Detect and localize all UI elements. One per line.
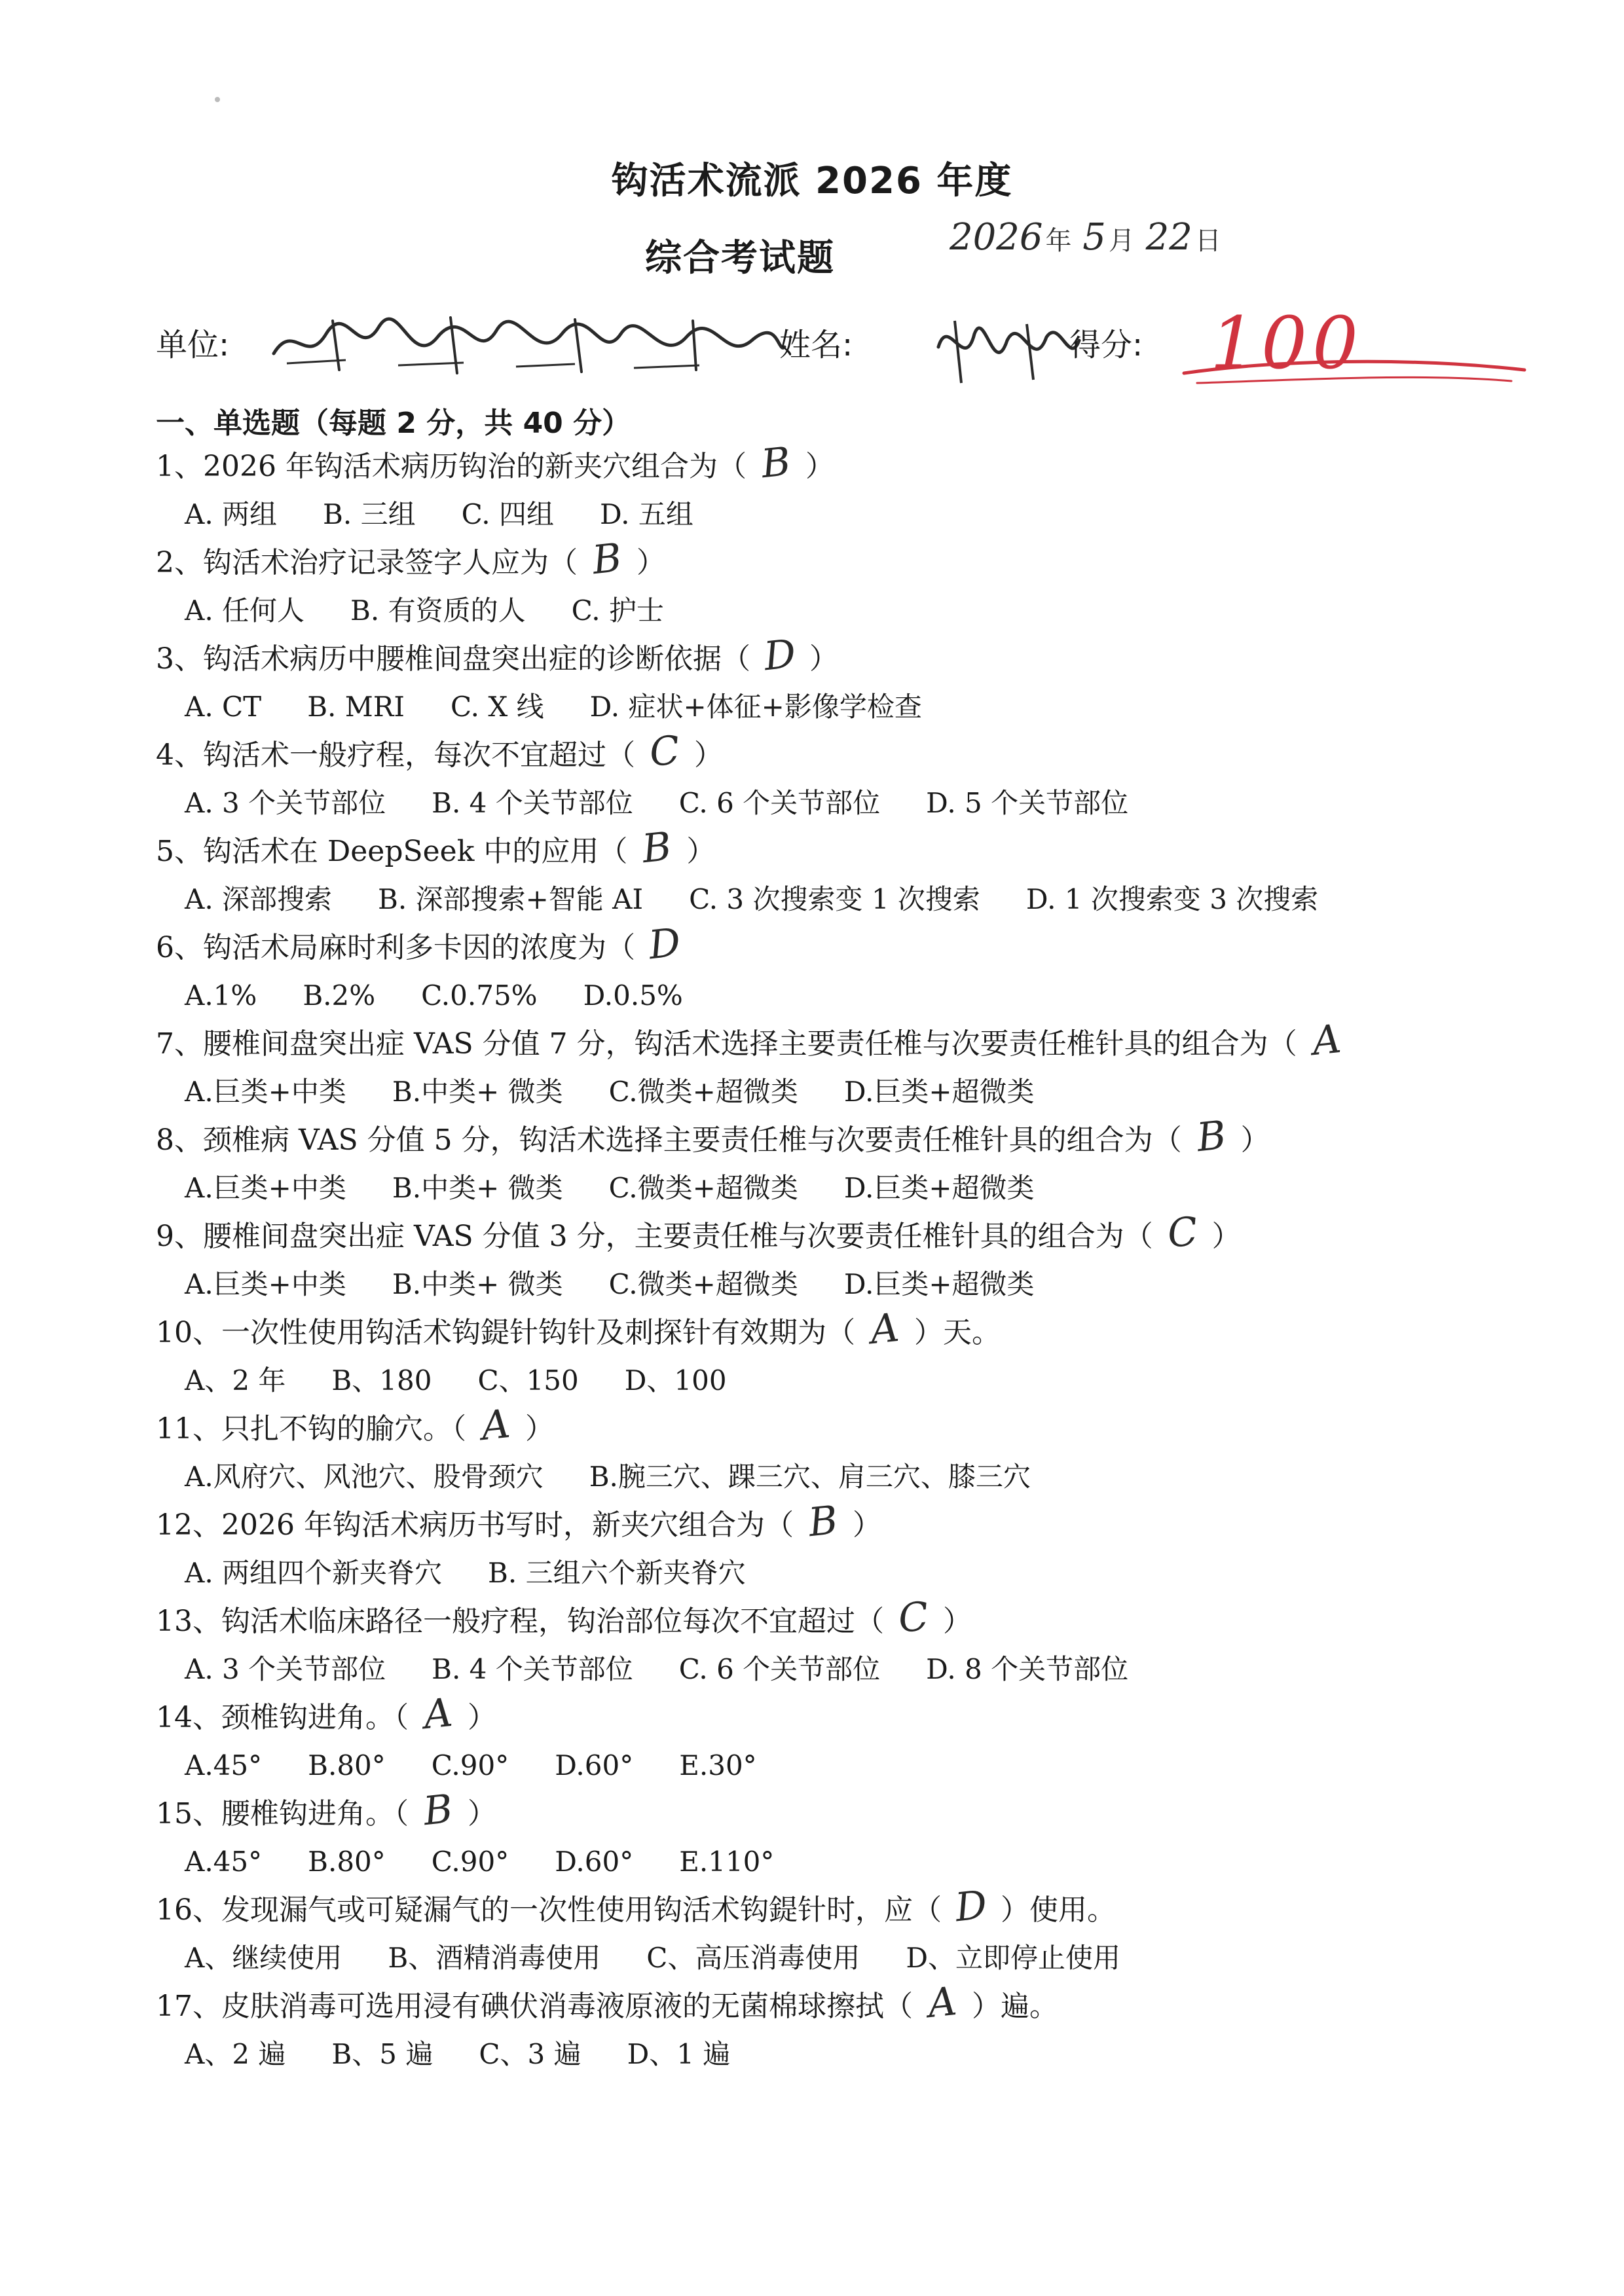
option-item: A、2 遍 xyxy=(185,2038,286,2070)
option-item: D. 5 个关节部位 xyxy=(926,787,1129,819)
option-item: C. 6 个关节部位 xyxy=(678,787,881,819)
question-item xyxy=(156,1785,1498,1890)
option-list xyxy=(185,1169,1080,1208)
speck xyxy=(215,97,220,102)
question-list xyxy=(156,438,1498,2083)
question-item xyxy=(156,919,1498,1024)
option-item: C.微类+超微类 xyxy=(608,1076,798,1108)
question-text-end: ） xyxy=(805,450,834,483)
option-item: E.30° xyxy=(679,1749,757,1781)
question-stem xyxy=(156,1882,1116,1931)
handwritten-answer: A xyxy=(1310,1015,1343,1065)
option-item: A、继续使用 xyxy=(185,1942,342,1974)
score-value: 100 xyxy=(1210,301,1363,385)
option-item: A. CT xyxy=(185,691,262,723)
question-text-end: ）遍。 xyxy=(972,1990,1058,2023)
option-item: C.90° xyxy=(431,1846,509,1878)
option-item: D.巨类+超微类 xyxy=(843,1268,1035,1300)
question-item xyxy=(156,727,1498,831)
exam-subtitle: 综合考试题 xyxy=(645,237,835,280)
option-list xyxy=(185,495,739,534)
handwritten-answer: B xyxy=(590,534,624,584)
question-item xyxy=(156,1400,1498,1505)
question-item xyxy=(156,823,1498,928)
unit-handwriting xyxy=(267,308,791,380)
question-stem xyxy=(156,534,665,584)
question-item xyxy=(156,1112,1498,1216)
option-item: B.腕三穴、踝三穴、肩三穴、膝三穴 xyxy=(589,1461,1031,1493)
handwritten-answer: A xyxy=(479,1400,513,1450)
question-text-end: ） xyxy=(686,835,716,868)
option-item: A. 任何人 xyxy=(185,594,305,627)
handwritten-date xyxy=(950,216,1224,259)
option-item: C. 3 次搜索变 1 次搜索 xyxy=(689,883,980,915)
option-item: B.中类+ 微类 xyxy=(392,1268,563,1300)
question-text: 10、一次性使用钩活术钩鍉针钩针及刺探针有效期为（ xyxy=(156,1316,855,1349)
question-text: 1、2026 年钩活术病历钩治的新夹穴组合为（ xyxy=(156,450,747,483)
question-stem xyxy=(156,1978,1058,2028)
question-text: 13、钩活术临床路径一般疗程，钩治部位每次不宜超过（ xyxy=(156,1605,884,1638)
option-item: B. 三组六个新夹脊穴 xyxy=(488,1557,746,1589)
question-text-end: ）天。 xyxy=(914,1316,1001,1349)
question-item xyxy=(156,438,1498,543)
option-item: B.中类+ 微类 xyxy=(392,1172,563,1204)
question-item xyxy=(156,630,1498,735)
option-item: A.巨类+中类 xyxy=(185,1172,346,1204)
question-stem xyxy=(156,1400,554,1450)
unit-label: 单位: xyxy=(156,327,230,363)
question-text: 11、只扎不钩的腧穴。（ xyxy=(156,1412,466,1446)
option-list xyxy=(185,2035,776,2074)
option-item: B. 4 个关节部位 xyxy=(432,1653,633,1685)
handwritten-answer: B xyxy=(421,1785,455,1835)
option-item: C. X 线 xyxy=(450,691,544,723)
option-item: D.0.5% xyxy=(583,979,683,1011)
option-item: D. 8 个关节部位 xyxy=(926,1653,1129,1685)
option-item: B. 三组 xyxy=(323,498,416,530)
option-item: B.2% xyxy=(303,979,376,1011)
question-stem xyxy=(156,1304,1001,1354)
option-item: D. 症状+体征+影像学检查 xyxy=(589,691,922,723)
question-text: 12、2026 年钩活术病历书写时，新夹穴组合为（ xyxy=(156,1508,794,1542)
handwritten-answer: A xyxy=(868,1304,902,1354)
option-item: B. 4 个关节部位 xyxy=(432,787,633,819)
date-day: 22 xyxy=(1145,216,1192,259)
question-text: 6、钩活术局麻时利多卡因的浓度为（ xyxy=(156,931,635,964)
option-item: D. 1 次搜索变 3 次搜索 xyxy=(1025,883,1319,915)
handwritten-answer: D xyxy=(762,630,798,680)
option-item: D、1 遍 xyxy=(627,2038,731,2070)
handwritten-answer: B xyxy=(806,1497,840,1546)
option-item: B、酒精消毒使用 xyxy=(388,1942,601,1974)
option-list xyxy=(185,976,729,1015)
question-item xyxy=(156,1497,1498,1601)
option-list xyxy=(185,1842,820,1882)
option-item: D、立即停止使用 xyxy=(906,1942,1121,1974)
question-stem xyxy=(156,823,716,873)
handwritten-answer: C xyxy=(896,1593,931,1643)
question-text-end: ） xyxy=(852,1508,881,1542)
question-item xyxy=(156,1593,1498,1698)
handwritten-answer: B xyxy=(759,438,793,488)
question-stem xyxy=(156,1785,496,1835)
exam-title: 钩活术流派 2026 年度 xyxy=(611,160,1013,202)
handwritten-answer: A xyxy=(421,1689,455,1739)
option-item: B、5 遍 xyxy=(331,2038,434,2070)
option-item: D.60° xyxy=(555,1846,634,1878)
question-text-end: ） xyxy=(468,1701,496,1734)
option-item: A、2 年 xyxy=(185,1364,286,1396)
question-item xyxy=(156,1882,1498,1986)
question-text-end: ） xyxy=(943,1605,972,1638)
option-item: A. 3 个关节部位 xyxy=(185,787,386,819)
option-list xyxy=(185,1746,803,1785)
handwritten-answer: D xyxy=(953,1882,989,1931)
option-item: D.60° xyxy=(555,1749,634,1781)
question-text-end: ） xyxy=(525,1412,554,1446)
option-item: C、3 遍 xyxy=(479,2038,581,2070)
option-list xyxy=(185,1457,1077,1497)
option-list xyxy=(185,1650,1174,1689)
option-list xyxy=(185,1265,1080,1304)
option-item: A. 两组 xyxy=(185,498,278,530)
option-item: C.微类+超微类 xyxy=(608,1268,798,1300)
question-stem xyxy=(156,630,838,680)
date-day-unit: 日 xyxy=(1194,226,1221,256)
handwritten-answer: C xyxy=(647,727,682,776)
option-item: C、150 xyxy=(477,1364,579,1396)
question-stem xyxy=(156,1208,1241,1258)
question-text: 8、颈椎病 VAS 分值 5 分，钩活术选择主要责任椎与次要责任椎针具的组合为（ xyxy=(156,1123,1182,1157)
option-item: A.1% xyxy=(185,979,257,1011)
option-list xyxy=(185,1554,792,1593)
option-list xyxy=(185,1939,1166,1978)
option-item: B.中类+ 微类 xyxy=(392,1076,563,1108)
option-list xyxy=(185,1361,773,1400)
score-label: 得分: xyxy=(1069,327,1143,363)
option-item: E.110° xyxy=(679,1846,775,1878)
name-signature xyxy=(929,308,1086,386)
option-item: B. 深部搜索+智能 AI xyxy=(378,883,644,915)
option-list xyxy=(185,687,968,727)
question-stem xyxy=(156,1497,881,1546)
question-text-end: ） xyxy=(809,642,838,676)
question-text: 3、钩活术病历中腰椎间盘突出症的诊断依据（ xyxy=(156,642,750,676)
option-item: A.风府穴、风池穴、股骨颈穴 xyxy=(185,1461,544,1493)
question-text-end: ）使用。 xyxy=(1001,1893,1116,1927)
option-item: C.0.75% xyxy=(421,979,538,1011)
option-list xyxy=(185,784,1174,823)
question-item xyxy=(156,1689,1498,1794)
option-item: C. 护士 xyxy=(571,594,664,627)
section-title: 一、单选题（每题 2 分，共 40 分） xyxy=(156,407,631,440)
date-year: 2026 xyxy=(950,216,1043,259)
option-item: A. 深部搜索 xyxy=(185,883,333,915)
option-item: A. 两组四个新夹脊穴 xyxy=(185,1557,443,1589)
question-item xyxy=(156,1015,1498,1120)
date-month-unit: 月 xyxy=(1108,226,1135,256)
question-text-end: ） xyxy=(637,546,665,579)
question-text-end: ） xyxy=(694,738,723,772)
question-stem xyxy=(156,1689,496,1739)
option-item: B.80° xyxy=(308,1846,386,1878)
question-text: 16、发现漏气或可疑漏气的一次性使用钩活术钩鍉针时，应（ xyxy=(156,1893,942,1927)
option-item: D. 五组 xyxy=(599,498,693,530)
question-stem xyxy=(156,1593,972,1643)
option-list xyxy=(185,591,710,630)
option-item: A.巨类+中类 xyxy=(185,1076,346,1108)
question-text: 4、钩活术一般疗程，每次不宜超过（ xyxy=(156,738,635,772)
option-item: B. MRI xyxy=(307,691,405,723)
option-item: D.巨类+超微类 xyxy=(843,1172,1035,1204)
question-stem xyxy=(156,438,834,488)
date-year-unit: 年 xyxy=(1045,226,1072,256)
option-item: B.80° xyxy=(308,1749,386,1781)
handwritten-answer: B xyxy=(1194,1112,1228,1161)
handwritten-answer: A xyxy=(925,1978,959,2028)
question-text: 9、腰椎间盘突出症 VAS 分值 3 分，主要责任椎与次要责任椎针具的组合为（ xyxy=(156,1220,1153,1253)
question-item xyxy=(156,1304,1498,1409)
question-text: 14、颈椎钩进角。（ xyxy=(156,1701,409,1734)
candidate-info-row xyxy=(156,301,1466,386)
option-list xyxy=(185,880,1364,919)
name-label: 姓名: xyxy=(779,327,853,363)
question-item xyxy=(156,1978,1498,2083)
question-text: 15、腰椎钩进角。（ xyxy=(156,1797,409,1831)
question-stem xyxy=(156,919,694,969)
option-item: C、高压消毒使用 xyxy=(646,1942,860,1974)
question-text-end: ） xyxy=(1211,1220,1241,1253)
option-item: D.巨类+超微类 xyxy=(843,1076,1035,1108)
option-item: D、100 xyxy=(624,1364,727,1396)
option-item: A.45° xyxy=(185,1749,263,1781)
handwritten-answer: D xyxy=(646,919,683,969)
handwritten-answer: C xyxy=(1165,1208,1200,1258)
handwritten-answer: B xyxy=(640,823,674,873)
question-item xyxy=(156,1208,1498,1313)
question-text: 17、皮肤消毒可选用浸有碘伏消毒液原液的无菌棉球擦拭（ xyxy=(156,1990,913,2023)
question-stem xyxy=(156,1015,1356,1065)
question-text-end: ） xyxy=(468,1797,496,1831)
question-text: 5、钩活术在 DeepSeek 中的应用（ xyxy=(156,835,628,868)
option-item: C.微类+超微类 xyxy=(608,1172,798,1204)
option-item: B. 有资质的人 xyxy=(350,594,526,627)
question-item xyxy=(156,534,1498,639)
option-item: C. 四组 xyxy=(461,498,554,530)
question-text: 7、腰椎间盘突出症 VAS 分值 7 分，钩活术选择主要责任椎与次要责任椎针具的组合为（ xyxy=(156,1027,1297,1061)
question-stem xyxy=(156,1112,1270,1161)
question-stem xyxy=(156,727,723,776)
option-item: B、180 xyxy=(331,1364,432,1396)
option-list xyxy=(185,1072,1080,1112)
question-text-end: ） xyxy=(1240,1123,1270,1157)
option-item: C. 6 个关节部位 xyxy=(678,1653,881,1685)
option-item: A. 3 个关节部位 xyxy=(185,1653,386,1685)
option-item: A.45° xyxy=(185,1846,263,1878)
date-month: 5 xyxy=(1082,216,1106,259)
option-item: A.巨类+中类 xyxy=(185,1268,346,1300)
option-item: C.90° xyxy=(431,1749,509,1781)
question-text: 2、钩活术治疗记录签字人应为（ xyxy=(156,546,578,579)
